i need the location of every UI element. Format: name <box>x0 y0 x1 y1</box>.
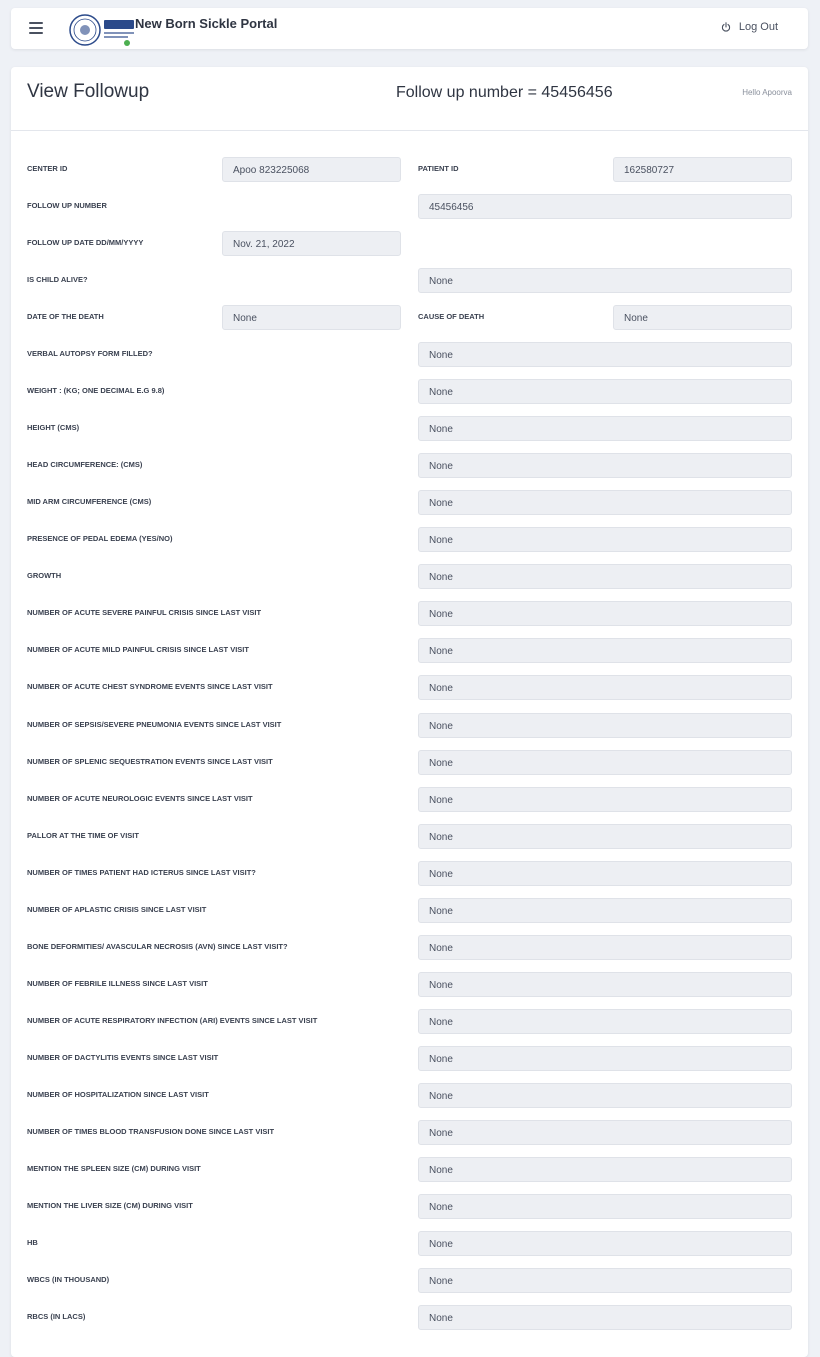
follow-up-date-field[interactable]: Nov. 21, 2022 <box>222 231 401 256</box>
center-id-label: CENTER ID <box>27 164 68 173</box>
page-title: View Followup <box>27 81 150 102</box>
field-label: HEAD CIRCUMFERENCE: (CMS) <box>27 460 143 470</box>
field-value[interactable]: None <box>418 1157 792 1182</box>
field-value[interactable]: None <box>418 1268 792 1293</box>
field-label: NUMBER OF FEBRILE ILLNESS SINCE LAST VISIT <box>27 978 208 988</box>
field-label: HEIGHT (CMS) <box>27 423 80 433</box>
date-of-death-field[interactable]: None <box>222 305 401 330</box>
field-value[interactable]: None <box>418 527 792 552</box>
field-label: WBCS (IN THOUSAND) <box>27 1275 110 1285</box>
field-value[interactable]: None <box>418 453 792 478</box>
field-value[interactable]: None <box>418 972 792 997</box>
field-label: PRESENCE OF PEDAL EDEMA (YES/NO) <box>27 534 173 544</box>
field-label: NUMBER OF SPLENIC SEQUESTRATION EVENTS SINCE LAST VISIT <box>27 756 273 766</box>
followup-heading: Follow up number = 45456456 <box>396 84 613 101</box>
field-value[interactable]: None <box>418 675 792 700</box>
card-header <box>11 67 808 131</box>
field-label: RBCS (IN LACS) <box>27 1312 86 1322</box>
field-value[interactable]: None <box>418 861 792 886</box>
field-value[interactable]: None <box>418 416 792 441</box>
field-value[interactable]: None <box>418 1083 792 1108</box>
field-label: NUMBER OF APLASTIC CRISIS SINCE LAST VISIT <box>27 904 207 914</box>
field-label: GROWTH <box>27 571 62 581</box>
is-child-alive-field[interactable]: None <box>418 268 792 293</box>
field-value[interactable]: None <box>418 490 792 515</box>
patient-id-field[interactable]: 162580727 <box>613 157 792 182</box>
field-label: MENTION THE LIVER SIZE (CM) DURING VISIT <box>27 1201 193 1211</box>
field-value[interactable]: None <box>418 1305 792 1330</box>
field-value[interactable]: None <box>418 638 792 663</box>
field-label: MID ARM CIRCUMFERENCE (CMS) <box>27 497 152 507</box>
field-label: BONE DEFORMITIES/ AVASCULAR NECROSIS (AVN) SINCE LAST VISIT? <box>27 941 288 951</box>
follow-up-number-label: FOLLOW UP NUMBER <box>27 201 107 210</box>
field-value[interactable]: None <box>418 1120 792 1145</box>
field-value[interactable]: None <box>418 750 792 775</box>
cause-of-death-field[interactable]: None <box>613 305 792 330</box>
field-label: NUMBER OF ACUTE NEUROLOGIC EVENTS SINCE LAST VISIT <box>27 793 253 803</box>
field-label: NUMBER OF HOSPITALIZATION SINCE LAST VISIT <box>27 1090 209 1099</box>
field-value[interactable]: None <box>418 564 792 589</box>
is-child-alive-label: IS CHILD ALIVE? <box>27 275 88 284</box>
field-value[interactable]: None <box>418 379 792 404</box>
power-icon <box>721 22 731 32</box>
cause-of-death-label: CAUSE OF DEATH <box>418 312 485 321</box>
date-of-death-label: DATE OF THE DEATH <box>27 312 104 321</box>
icmr-logo <box>69 13 137 47</box>
hamburger-icon[interactable] <box>29 22 43 34</box>
field-label: NUMBER OF TIMES BLOOD TRANSFUSION DONE SINCE LAST VISIT <box>27 1127 275 1137</box>
follow-up-date-label: FOLLOW UP DATE DD/MM/YYYY <box>27 238 144 247</box>
field-value[interactable]: None <box>418 787 792 812</box>
field-label: NUMBER OF ACUTE SEVERE PAINFUL CRISIS SINCE LAST VISIT <box>27 608 262 618</box>
field-label: NUMBER OF SEPSIS/SEVERE PNEUMONIA EVENTS SINCE LAST VISIT <box>27 719 282 729</box>
top-navbar <box>11 8 808 49</box>
field-label: NUMBER OF ACUTE MILD PAINFUL CRISIS SINCE LAST VISIT <box>27 645 249 655</box>
field-label: WEIGHT : (KG; ONE DECIMAL E.G 9.8) <box>27 386 165 396</box>
field-value[interactable]: None <box>418 1231 792 1256</box>
field-value[interactable]: None <box>418 898 792 923</box>
field-value[interactable]: None <box>418 1194 792 1219</box>
followup-card <box>11 67 808 1357</box>
field-value[interactable]: None <box>418 342 792 367</box>
field-value[interactable]: None <box>418 1009 792 1034</box>
portal-brand: New Born Sickle Portal <box>135 16 278 31</box>
field-label: PALLOR AT THE TIME OF VISIT <box>27 830 139 840</box>
field-value[interactable]: None <box>418 713 792 738</box>
field-label: HB <box>27 1238 38 1248</box>
logout-button[interactable] <box>721 21 778 33</box>
field-label: NUMBER OF ACUTE RESPIRATORY INFECTION (ARI) EVENTS SINCE LAST VISIT <box>27 1015 318 1025</box>
user-greeting: Hello Apoorva <box>742 88 792 97</box>
patient-id-label: PATIENT ID <box>418 164 459 173</box>
center-id-field[interactable]: Apoo 823225068 <box>222 157 401 182</box>
field-label: NUMBER OF DACTYLITIS EVENTS SINCE LAST VISIT <box>27 1052 219 1062</box>
field-label: NUMBER OF TIMES PATIENT HAD ICTERUS SINCE LAST VISIT? <box>27 867 256 877</box>
field-label: MENTION THE SPLEEN SIZE (CM) DURING VISIT <box>27 1164 201 1174</box>
logout-label: Log Out <box>738 21 778 33</box>
field-label: VERBAL AUTOPSY FORM FILLED? <box>27 349 153 358</box>
field-value[interactable]: None <box>418 824 792 849</box>
field-value[interactable]: None <box>418 1046 792 1071</box>
field-value[interactable]: None <box>418 601 792 626</box>
field-label: NUMBER OF ACUTE CHEST SYNDROME EVENTS SINCE LAST VISIT <box>27 682 273 692</box>
follow-up-number-field[interactable]: 45456456 <box>418 194 792 219</box>
field-value[interactable]: None <box>418 935 792 960</box>
